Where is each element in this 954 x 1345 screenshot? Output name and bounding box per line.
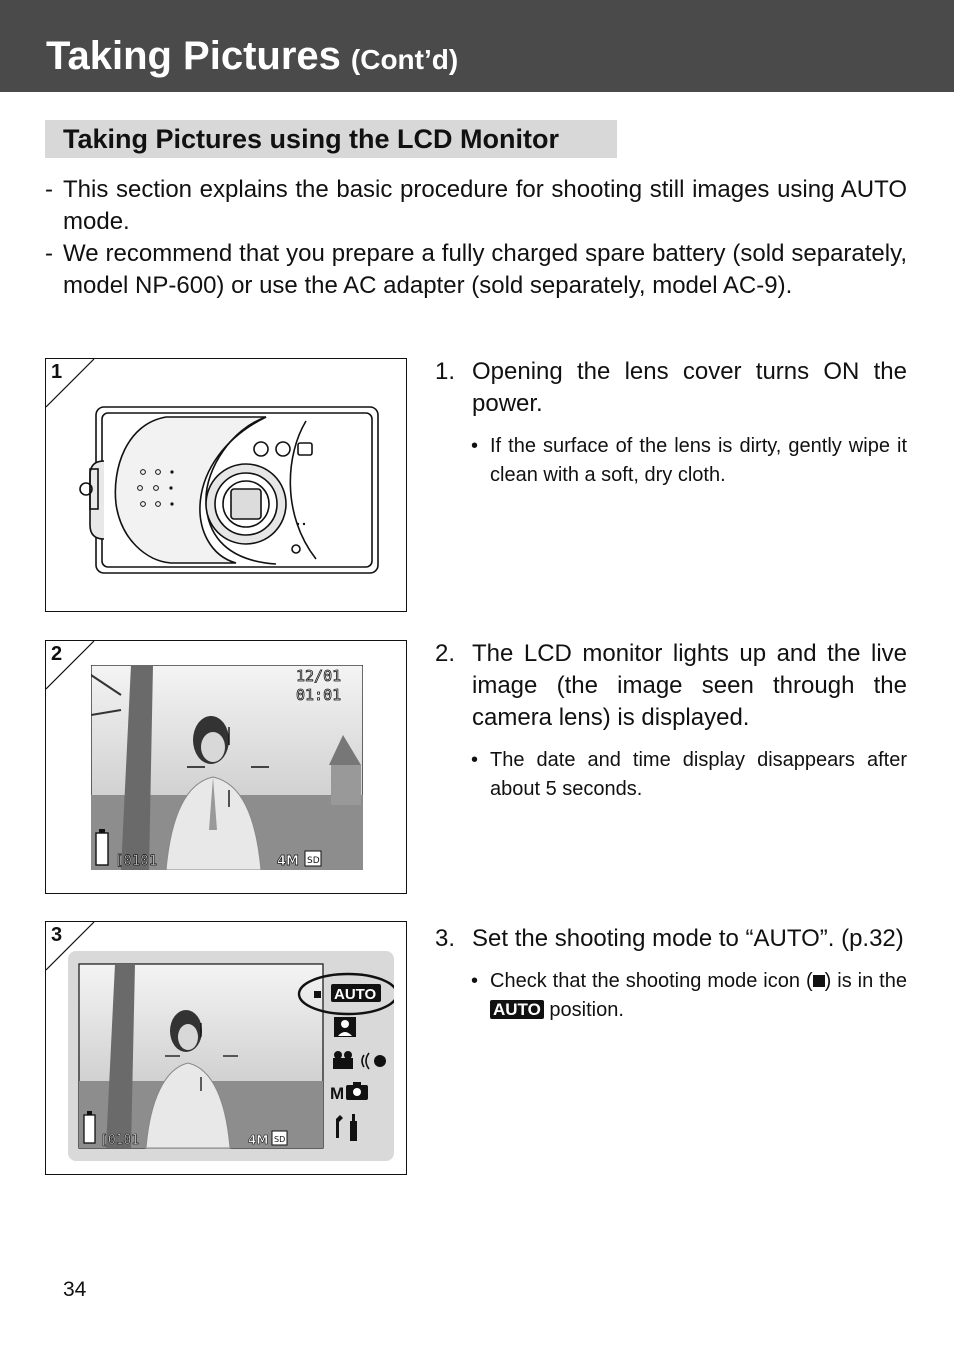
step-instruction: The LCD monitor lights up and the live image (the image seen through the camera lens) is displayed. — [472, 640, 907, 731]
resolution-icon: 4M — [277, 854, 299, 869]
battery-icon — [84, 1111, 95, 1143]
step-1 — [435, 356, 907, 490]
step-2 — [435, 638, 907, 804]
figure-number: 2 — [51, 643, 63, 665]
page-header — [0, 0, 954, 92]
time-readout: 01:01 — [296, 686, 342, 704]
page-title-main: Taking Pictures — [46, 34, 341, 78]
step-note — [435, 967, 907, 1025]
step-text — [435, 638, 907, 734]
intro-text: We recommend that you prepare a fully charged spare battery (sold separately, model NP-600) or use the AC adapter (sold separately, model AC-9). — [63, 240, 907, 299]
intro-dash: - — [45, 240, 53, 267]
bullet-dot: • — [471, 435, 479, 457]
step-text — [435, 356, 907, 420]
intro-item — [45, 174, 907, 238]
bullet-dot: • — [471, 970, 479, 992]
step-note-text: The date and time display disappears after about 5 seconds. — [490, 749, 907, 800]
intro-list — [45, 174, 907, 302]
intro-item — [45, 238, 907, 302]
figure-1 — [45, 358, 407, 612]
sd-card-label: SD — [307, 856, 320, 866]
square-icon — [314, 991, 321, 998]
step-number: 2. — [435, 640, 456, 667]
manual-mode-letter: M — [330, 1084, 345, 1103]
figure-number: 3 — [51, 924, 63, 946]
auto-mode-label: AUTO — [334, 986, 377, 1003]
figure-number: 1 — [51, 361, 63, 383]
date-readout: 12/01 — [296, 667, 342, 685]
step-note — [435, 746, 907, 804]
lcd-screen-mode-menu — [68, 951, 394, 1161]
figure-3 — [45, 921, 407, 1175]
step-text — [435, 923, 907, 955]
square-icon — [813, 975, 825, 987]
step-number: 1. — [435, 358, 456, 385]
figure-2 — [45, 640, 407, 894]
intro-dash: - — [45, 176, 53, 203]
lcd-screen — [91, 665, 363, 870]
step-note-text: ) is in the — [824, 970, 907, 992]
portrait-mode-icon — [334, 1017, 356, 1037]
battery-icon — [96, 829, 108, 865]
frame-counter: [0101 — [100, 1133, 140, 1148]
camera-front-icon — [76, 399, 386, 584]
resolution-icon: 4M — [248, 1133, 269, 1147]
frame-counter: [0101 — [115, 853, 158, 869]
step-3 — [435, 923, 907, 1025]
step-number: 3. — [435, 925, 456, 952]
sd-card-label: SD — [274, 1135, 286, 1144]
page-title — [46, 34, 458, 82]
page-number: 34 — [63, 1278, 87, 1301]
step-note-text: Check that the shooting mode icon ( — [490, 970, 813, 992]
step-instruction: Set the shooting mode to “AUTO”. (p.32) — [472, 925, 904, 952]
bullet-dot: • — [471, 749, 479, 771]
manual-camera-icon — [330, 1082, 368, 1103]
section-heading — [45, 120, 617, 158]
intro-text: This section explains the basic procedure for shooting still images using AUTO mode. — [63, 176, 907, 235]
page-title-subtitle: (Cont’d) — [350, 44, 459, 75]
section-heading-text: Taking Pictures using the LCD Monitor — [63, 124, 560, 154]
step-note-text: If the surface of the lens is dirty, gently wipe it clean with a soft, dry cloth. — [490, 435, 907, 486]
step-note-text: position. — [549, 999, 624, 1021]
step-note — [435, 432, 907, 490]
step-instruction: Opening the lens cover turns ON the power. — [472, 358, 907, 417]
auto-mode-icon: AUTO — [490, 1000, 544, 1019]
